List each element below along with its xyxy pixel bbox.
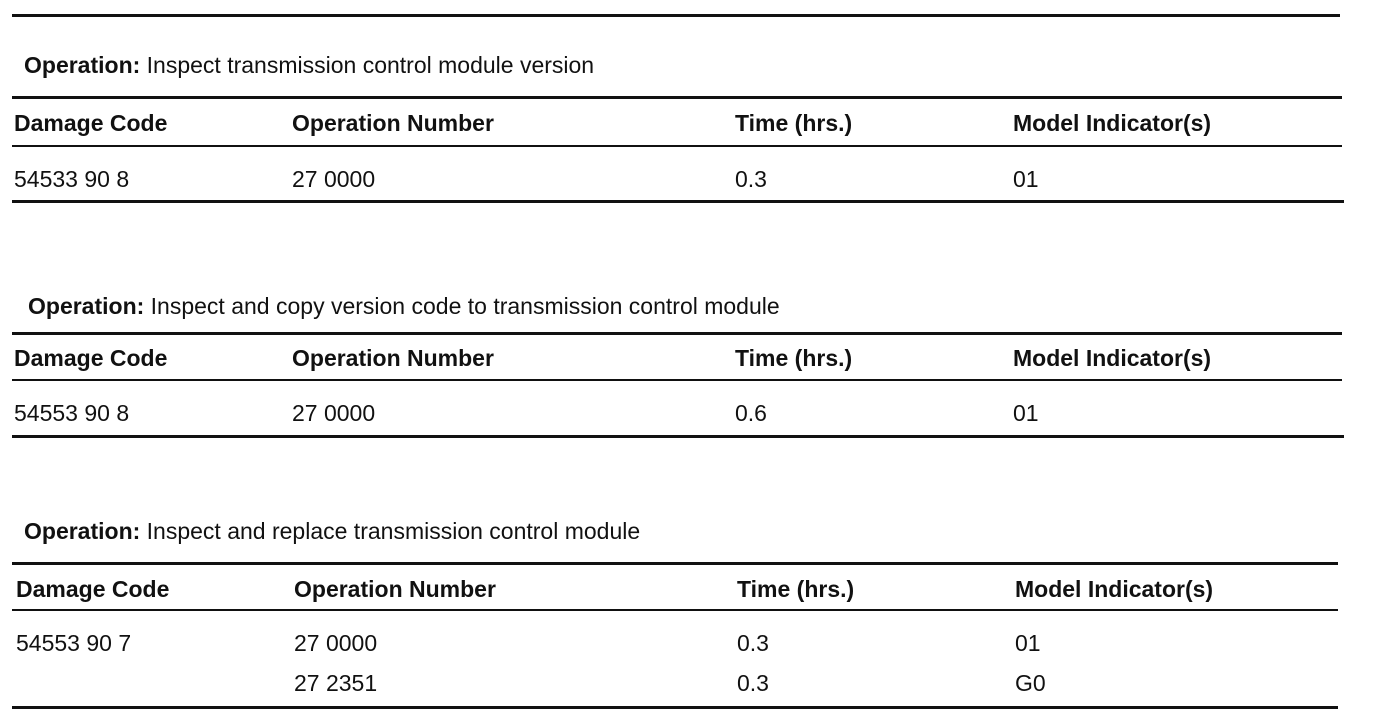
damage-code-cell: 54553 90 8 xyxy=(14,400,130,426)
operation-heading xyxy=(28,293,780,320)
table-bottom-rule xyxy=(12,706,1338,709)
model-indicator-cell: G0 xyxy=(1015,670,1046,696)
header-rule xyxy=(12,379,1342,381)
table-bottom-rule xyxy=(12,200,1344,203)
table-top-rule xyxy=(12,562,1338,565)
header-damage-code: Damage Code xyxy=(16,576,170,602)
operation-heading xyxy=(24,52,594,79)
header-time: Time (hrs.) xyxy=(735,345,853,371)
time-cell: 0.3 xyxy=(737,670,769,696)
operation-description: Inspect transmission control module version xyxy=(146,52,595,78)
model-indicator-cell: 01 xyxy=(1015,630,1041,656)
header-model-indicator: Model Indicator(s) xyxy=(1015,576,1214,602)
time-cell: 0.3 xyxy=(737,630,769,656)
damage-code-cell: 54553 90 7 xyxy=(16,630,132,656)
operation-label: Operation: xyxy=(28,293,145,319)
header-operation-number: Operation Number xyxy=(292,345,494,371)
model-indicator-cell: 01 xyxy=(1013,400,1039,426)
time-cell: 0.6 xyxy=(735,400,767,426)
model-indicator-cell: 01 xyxy=(1013,166,1039,192)
header-time: Time (hrs.) xyxy=(735,110,853,136)
time-cell: 0.3 xyxy=(735,166,767,192)
operation-description: Inspect and copy version code to transmission control module xyxy=(150,293,780,319)
operation-number-cell: 27 0000 xyxy=(292,400,376,426)
header-operation-number: Operation Number xyxy=(292,110,494,136)
operation-number-cell: 27 0000 xyxy=(292,166,376,192)
header-damage-code: Damage Code xyxy=(14,345,168,371)
header-model-indicator: Model Indicator(s) xyxy=(1013,345,1212,371)
operation-number-cell: 27 0000 xyxy=(294,630,378,656)
operation-number-cell: 27 2351 xyxy=(294,670,378,696)
table-top-rule xyxy=(12,96,1342,99)
operation-label: Operation: xyxy=(24,52,141,78)
operation-description: Inspect and replace transmission control module xyxy=(146,518,641,544)
header-time: Time (hrs.) xyxy=(737,576,855,602)
damage-code-cell: 54533 90 8 xyxy=(14,166,130,192)
header-model-indicator: Model Indicator(s) xyxy=(1013,110,1212,136)
table-top-rule xyxy=(12,332,1342,335)
table-bottom-rule xyxy=(12,435,1344,438)
operation-label: Operation: xyxy=(24,518,141,544)
header-rule xyxy=(12,609,1338,611)
header-rule xyxy=(12,145,1342,147)
operation-heading xyxy=(24,518,640,545)
header-damage-code: Damage Code xyxy=(14,110,168,136)
top-rule xyxy=(12,14,1340,17)
header-operation-number: Operation Number xyxy=(294,576,496,602)
